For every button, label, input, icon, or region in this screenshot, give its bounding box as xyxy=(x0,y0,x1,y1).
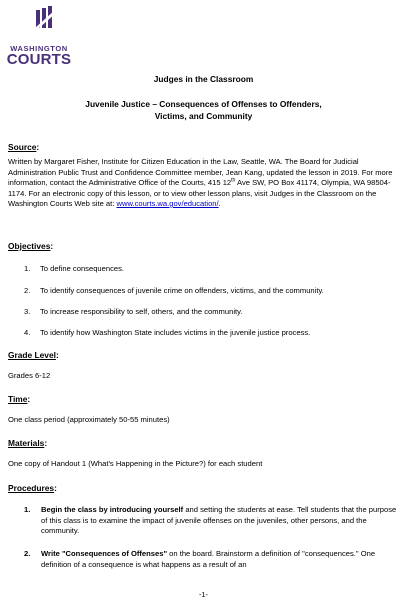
time-heading: Time : xyxy=(8,394,30,404)
source-text-c: . xyxy=(218,199,221,208)
page-title: Judges in the Classroom xyxy=(153,74,254,84)
objective-text: To identify how Washington State includes victims in the juvenile justice process. xyxy=(40,328,311,337)
lesson-title-line2: Victims, and Community xyxy=(154,111,253,121)
procedures-heading: Procedures : xyxy=(8,483,57,493)
time-text: One class period (approximately 50-55 minutes) xyxy=(8,415,170,424)
procedure-number: 1. xyxy=(24,505,31,514)
columns-emblem-icon xyxy=(35,6,55,28)
source-paragraph xyxy=(8,157,404,210)
source-text-b: Ave SW, PO Box 41174, Olympia, WA 98504-1174. For an electronic copy of this lesson, or to view other lesson plans, visit Judges in the Classroom on the Washington Courts Web site at: xyxy=(8,178,391,208)
source-heading: Source : xyxy=(8,142,39,152)
procedure-body: on the board. Brainstorm a definition of "consequences." One definition of a consequence is what happens as a result of an xyxy=(41,549,376,569)
objective-text: To identify consequences of juvenile crime on offenders, victims, and the community. xyxy=(40,286,324,295)
grade-level-text: Grades 6-12 xyxy=(8,371,51,380)
procedure-body: and setting the students at ease. Tell students that the purpose of this class is to examine the impact of juvenile offenses on the juveniles, other persons, and the community. xyxy=(41,505,397,535)
logo-line-courts: COURTS xyxy=(6,51,72,68)
objective-text: To increase responsibility to self, others, and the community. xyxy=(40,307,243,316)
objective-number: 4. xyxy=(24,328,31,337)
objective-number: 2. xyxy=(24,286,31,295)
materials-text: One copy of Handout 1 (What's Happening in the Picture?) for each student xyxy=(8,459,263,468)
page-number: -1- xyxy=(198,590,209,599)
lesson-title xyxy=(0,98,407,122)
objective-number: 1. xyxy=(24,264,31,273)
materials-heading: Materials : xyxy=(8,438,47,448)
procedure-text xyxy=(41,505,403,537)
objective-number: 3. xyxy=(24,307,31,316)
washington-courts-logo xyxy=(6,6,72,66)
objective-text: To define consequences. xyxy=(40,264,125,273)
source-text-sup: th xyxy=(231,177,236,184)
objectives-heading: Objectives : xyxy=(8,241,53,251)
procedure-text xyxy=(41,549,403,570)
courts-education-link[interactable]: www.courts.wa.gov/education/ xyxy=(116,199,219,208)
source-text-a: Written by Margaret Fisher, Institute for Citizen Education in the Law, Seattle, WA. The Board for Judicial Administration Public Trust and Confidence Committee member, Jean Kang, updated the lesson in 2019. For more information, contact the Administrative Office of the Courts, 415 12 xyxy=(8,157,393,187)
procedure-bold: Write "Consequences of Offenses" xyxy=(41,549,168,558)
lesson-title-line1: Juvenile Justice – Consequences of Offenses to Offenders, xyxy=(85,99,322,109)
logo-line-washington: WASHINGTON xyxy=(10,44,68,53)
procedure-bold: Begin the class by introducing yourself xyxy=(41,505,184,514)
grade-level-heading: Grade Level : xyxy=(8,350,59,360)
procedure-number: 2. xyxy=(24,549,31,558)
